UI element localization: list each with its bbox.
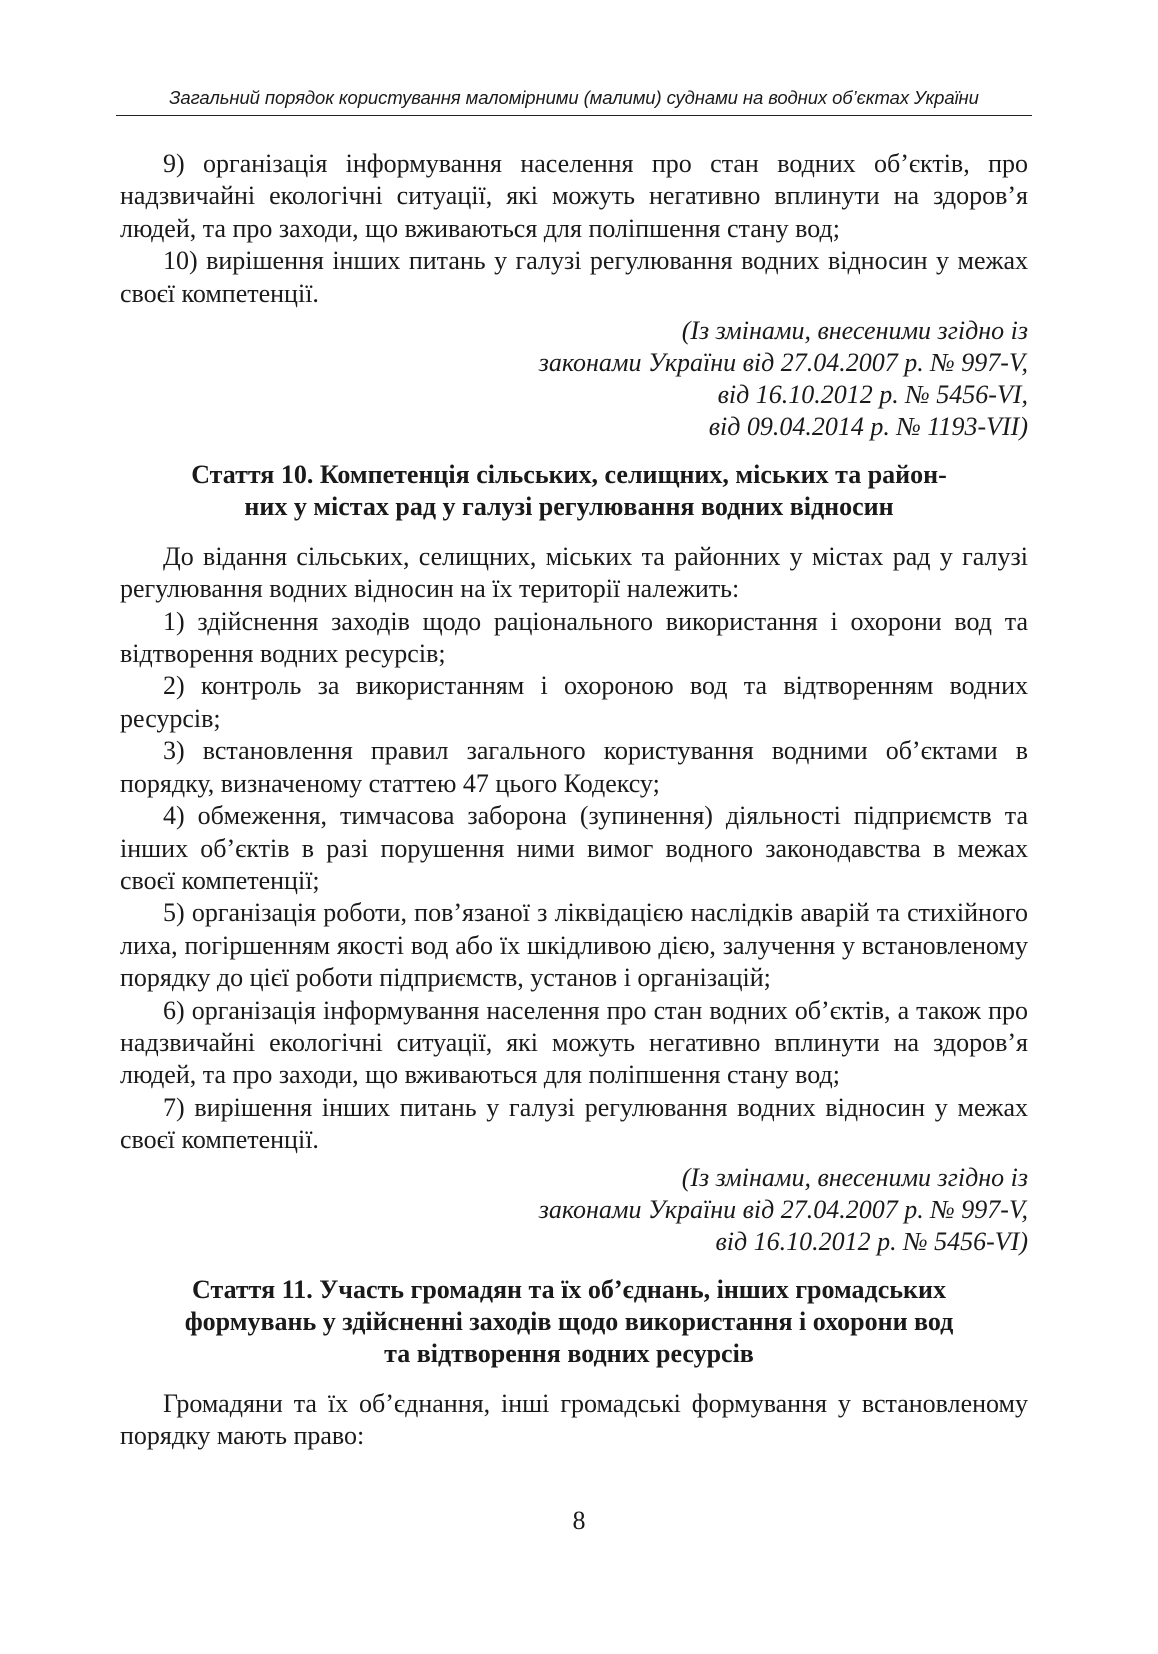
- running-header: Загальний порядок користування маломірними (малими) суднами на водних об’єктах України: [169, 87, 979, 108]
- amendment-line: (Із змінами, внесеними згідно із: [681, 316, 1028, 346]
- list-item: 7) вирішення інших питань у галузі регулювання водних відносин у межах своєї компетенції.: [120, 1092, 1028, 1155]
- title-line: та відтворення водних ресурсів: [384, 1339, 754, 1369]
- amendment-line: від 16.10.2012 р. № 5456-VI): [715, 1226, 1028, 1256]
- amendment-line: від 09.04.2014 р. № 1193-VII): [708, 412, 1028, 442]
- page-body: [120, 148, 1028, 1453]
- list-item: 6) організація інформування населення про стан водних об’єктів, а також про надзвичайні екологічні ситуації, які можуть негативно вплинути на здоров’я людей, та про заходи, що вживаються для поліпшення стану вод;: [120, 995, 1028, 1090]
- list-item: 5) організація роботи, пов’язаної з ліквідацією наслідків аварій та стихійного лиха, погіршенням якості вод або їх шкідливою дією, залучення у встановленому порядку до цієї роботи підприємств, установ і організацій;: [120, 898, 1028, 993]
- list-item: 2) контроль за використанням і охороною вод та відтворенням водних ресурсів;: [120, 671, 1028, 733]
- amendment-note: [120, 315, 1028, 443]
- list-item: 4) обмеження, тимчасова заборона (зупинення) діяльності підприємств та інших об’єктів в разі порушення ними вимог водного законодавства в межах своєї компетенції;: [120, 801, 1028, 895]
- amendment-line: (Із змінами, внесеними згідно із: [681, 1162, 1028, 1192]
- amendment-line: законами України від 27.04.2007 р. № 997-V,: [538, 1194, 1028, 1224]
- article-10-lead: До відання сільських, селищних, міських та районних у містах рад у галузі регулювання водних відносин на їх території належить:: [120, 541, 1028, 604]
- article-10-title: [120, 459, 1028, 524]
- list-item: 10) вирішення інших питань у галузі регулювання водних відносин у межах своєї компетенції.: [120, 246, 1028, 308]
- title-line: Стаття 10. Компетенція сільських, селищних, міських та район-: [191, 460, 947, 490]
- list-item: 1) здійснення заходів щодо раціонального використання і охорони вод та відтворення водних ресурсів;: [120, 606, 1028, 669]
- amendment-note: [120, 1162, 1028, 1258]
- article-11-lead: Громадяни та їх об’єднання, інші громадські формування у встановленому порядку мають право:: [120, 1388, 1028, 1451]
- list-item: 9) організація інформування населення про стан водних об’єктів, про надзвичайні екологічні ситуації, які можуть негативно вплинути на здоров’я людей, та про заходи, що вживаються для поліпшення стану вод;: [120, 149, 1028, 243]
- title-line: Стаття 11. Участь громадян та їх об’єднань, інших громадських: [192, 1274, 946, 1304]
- article-11-title: [120, 1274, 1028, 1371]
- header-rule: [116, 115, 1032, 116]
- list-item: 3) встановлення правил загального користування водними об’єктами в порядку, визначеному статтею 47 цього Кодексу;: [120, 736, 1028, 798]
- title-line: них у містах рад у галузі регулювання водних відносин: [244, 492, 894, 522]
- page-number: 8: [572, 1506, 586, 1535]
- amendment-line: від 16.10.2012 р. № 5456-VI,: [717, 380, 1028, 410]
- title-line: формувань у здійсненні заходів щодо використання і охорони вод: [184, 1306, 954, 1336]
- amendment-line: законами України від 27.04.2007 р. № 997-V,: [538, 348, 1028, 378]
